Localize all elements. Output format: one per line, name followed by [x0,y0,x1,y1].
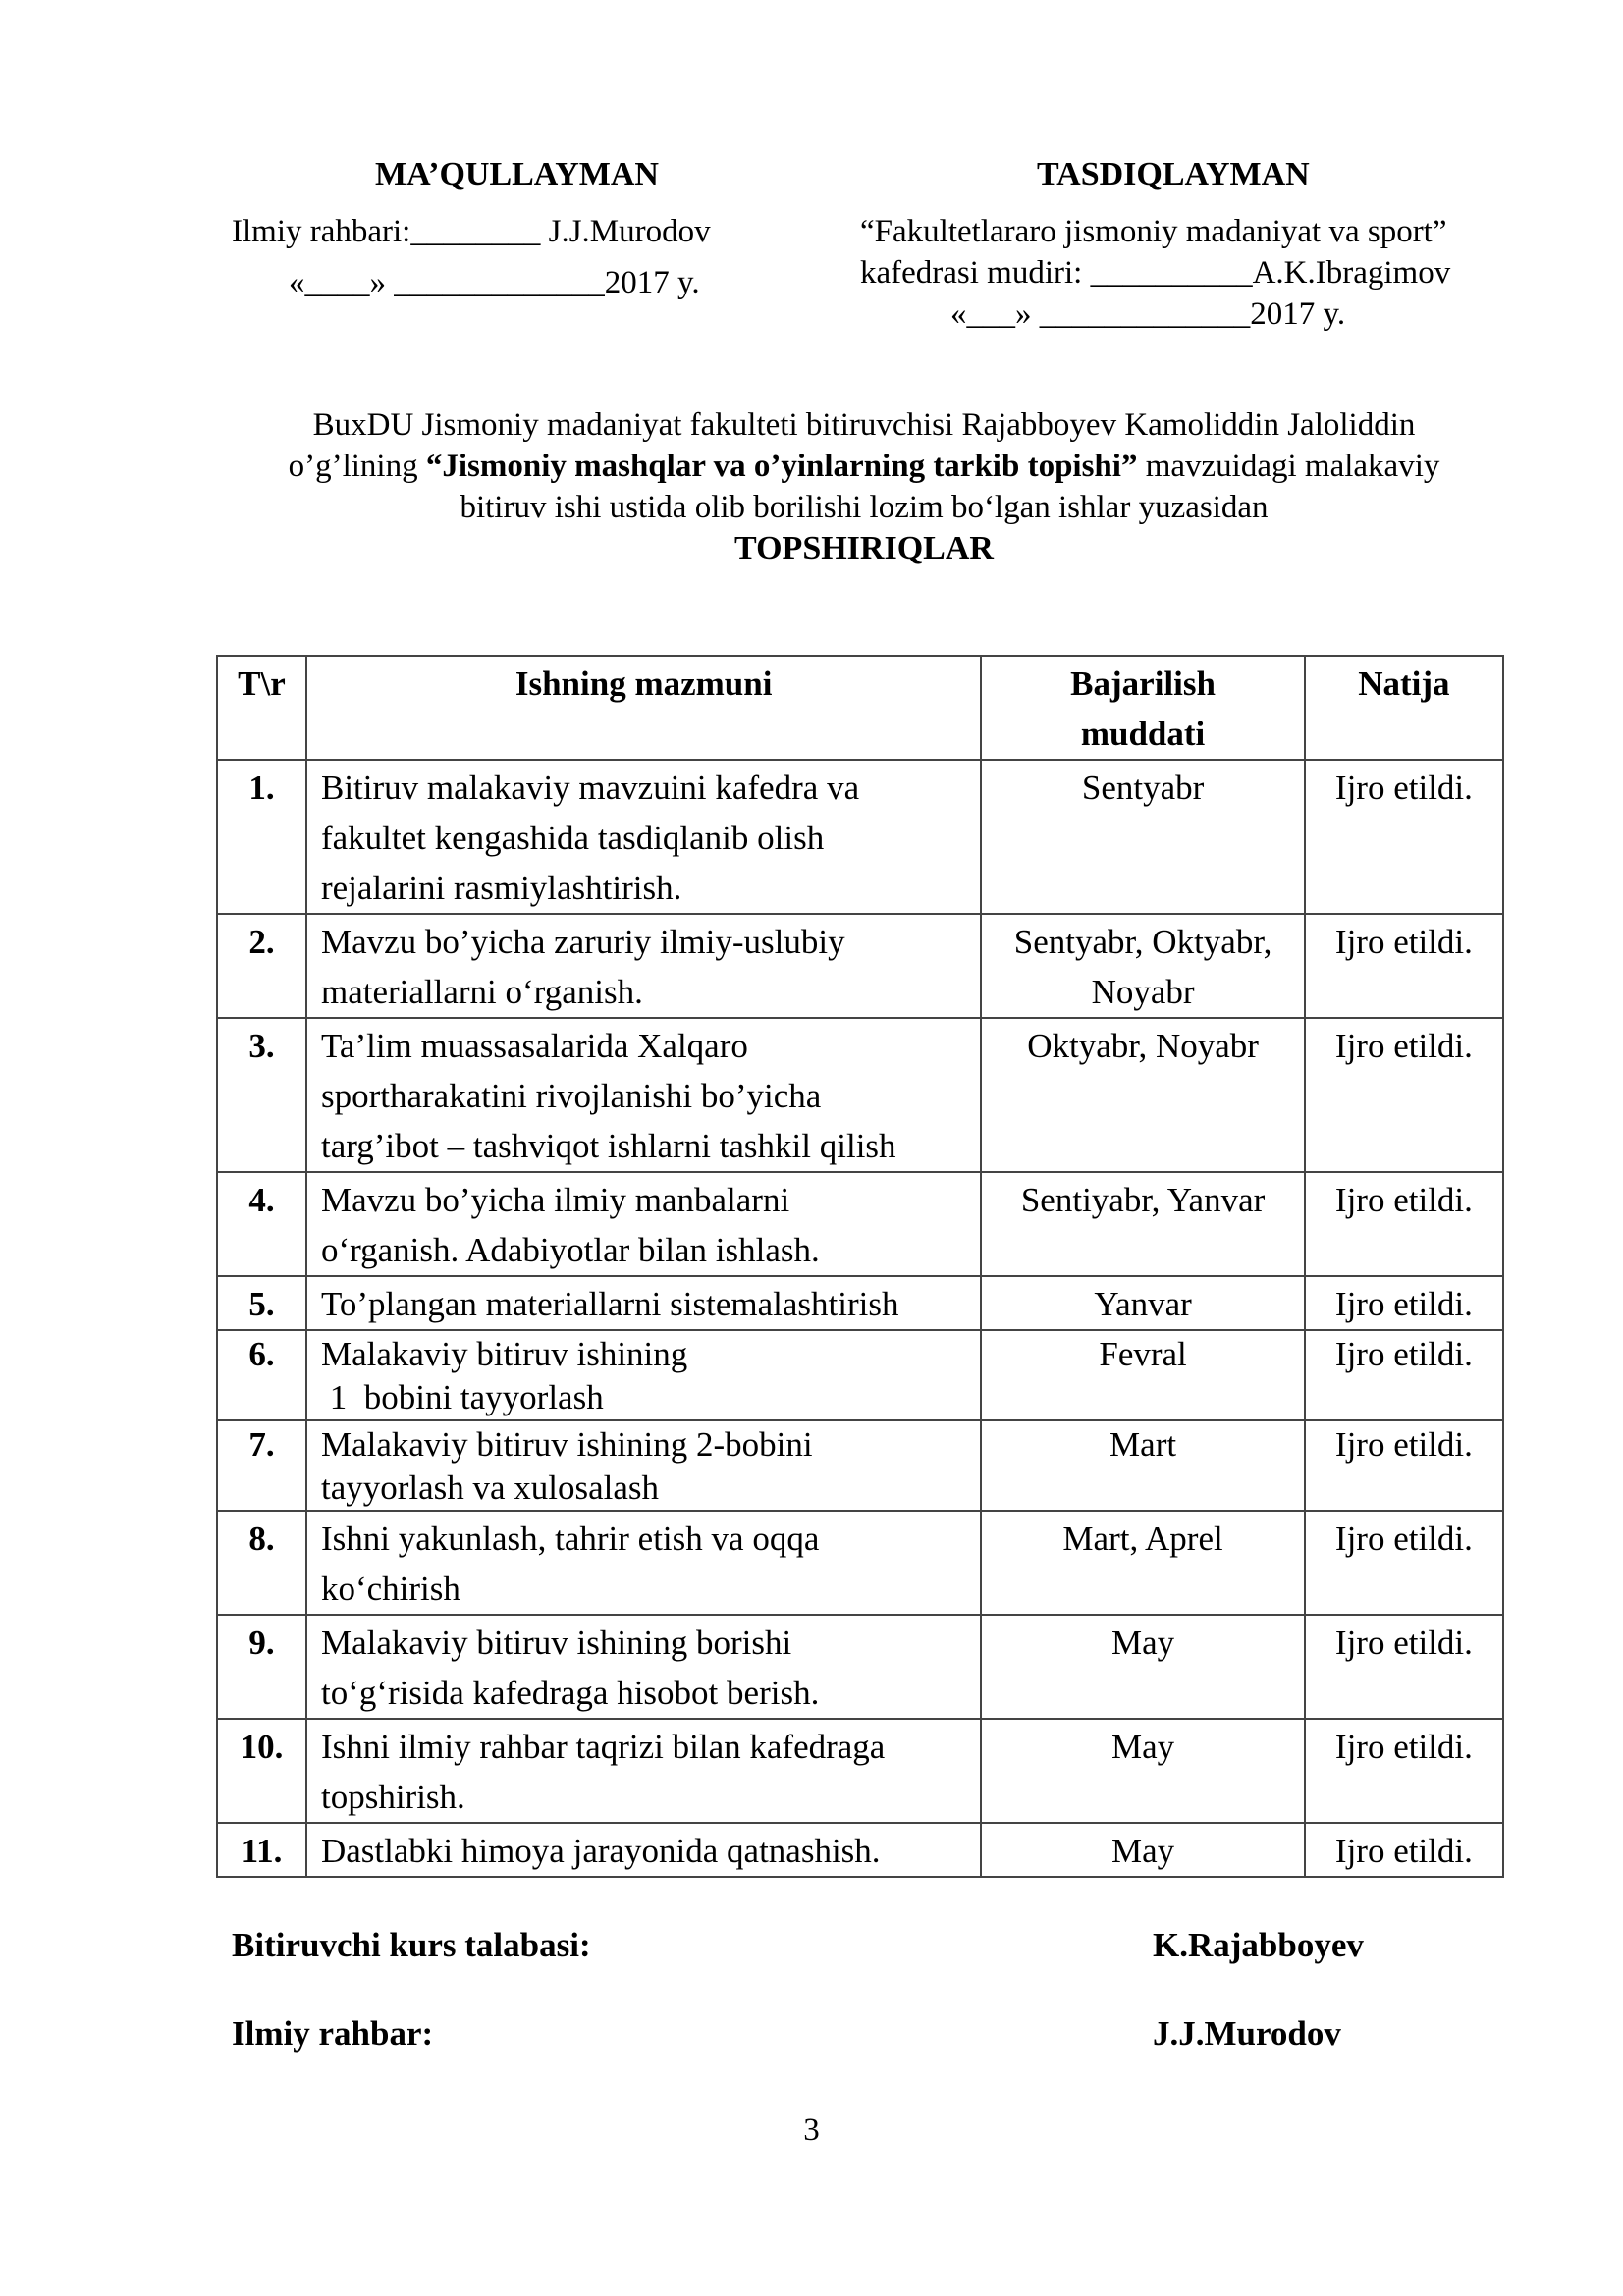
task-content-line: ko‘chirish [320,1570,460,1608]
task-content [306,1823,981,1877]
task-content-line: Dastlabki himoya jarayonida qatnashish. [320,1832,881,1870]
row-number: 11. [217,1823,306,1877]
task-content-line: Ishni ilmiy rahbar taqrizi bilan kafedraga [320,1728,886,1766]
intro-line-1: BuxDU Jismoniy madaniyat fakulteti bitiruvchisi Rajabboyev Kamoliddin Jaloliddin [312,407,1416,443]
task-content [306,1615,981,1719]
task-deadline-line: Fevral [1099,1335,1187,1373]
task-deadline-line: Mart [1109,1425,1177,1464]
table-row [217,760,1503,914]
task-content-line: tayyorlash va xulosalash [320,1468,660,1507]
tasks-table [216,655,1504,1878]
row-number: 9. [217,1615,306,1719]
task-content [306,1511,981,1615]
row-number: 10. [217,1719,306,1823]
task-content [306,1276,981,1330]
task-content-line: Malakaviy bitiruv ishining 2-bobini [320,1425,813,1464]
task-deadline-line: Oktyabr, Noyabr [1027,1027,1259,1065]
task-content-line: Malakaviy bitiruv ishining [320,1335,688,1373]
table-row [217,1420,1503,1511]
task-content [306,1330,981,1420]
table-row [217,1719,1503,1823]
task-content [306,1172,981,1276]
row-number: 4. [217,1172,306,1276]
table-row [217,914,1503,1018]
task-deadline [981,1615,1305,1719]
task-result: Ijro etildi. [1305,760,1503,914]
row-number: 6. [217,1330,306,1420]
task-result: Ijro etildi. [1305,1172,1503,1276]
header-deadline-line-1: Bajarilish [1070,665,1216,703]
task-content-line: o‘rganish. Adabiyotlar bilan ishlash. [320,1231,820,1269]
task-content [306,1420,981,1511]
table-row [217,1172,1503,1276]
task-result: Ijro etildi. [1305,1615,1503,1719]
task-deadline [981,1511,1305,1615]
document-title: TOPSHIRIQLAR [734,530,994,566]
table-header-row [217,656,1503,760]
task-content-line: topshirish. [320,1778,465,1816]
task-content-line: fakultet kengashida tasdiqlanib olish [320,819,825,857]
approval-block-left [232,152,821,303]
task-content [306,914,981,1018]
task-deadline-line: Mart, Aprel [1062,1520,1223,1558]
row-number: 5. [217,1276,306,1330]
task-result: Ijro etildi. [1305,1719,1503,1823]
approval-title-right: TASDIQLAYMAN [1037,156,1310,192]
task-deadline [981,760,1305,914]
task-content-line: Ta’lim muassasalarida Xalqaro [320,1027,748,1065]
task-content-line: Bitiruv malakaviy mavzuini kafedra va [320,769,860,807]
row-number: 1. [217,760,306,914]
task-result: Ijro etildi. [1305,1420,1503,1511]
task-content-line: to‘g‘risida kafedraga hisobot berish. [320,1674,820,1712]
approval-block-right [860,152,1528,335]
student-label: Bitiruvchi kurs talabasi: [232,1926,591,1964]
task-deadline [981,914,1305,1018]
header-content: Ishning mazmuni [306,656,981,760]
advisor-signature-line: Ilmiy rahbari:________ J.J.Murodov [232,214,711,249]
intro-line-2-prefix: o’g’lining [288,449,426,484]
task-content-line: materiallarni o‘rganish. [320,973,643,1011]
advisor-name: J.J.Murodov [1153,2014,1341,2053]
row-number: 7. [217,1420,306,1511]
table-row [217,1823,1503,1877]
table-row [217,1511,1503,1615]
task-content [306,760,981,914]
row-number: 8. [217,1511,306,1615]
thesis-topic: “Jismoniy mashqlar va o’yinlarning tarkib topishi” [425,449,1138,484]
table-row [217,1330,1503,1420]
task-content-line: Mavzu bo’yicha ilmiy manbalarni [320,1181,790,1219]
task-content-line: rejalarini rasmiylashtirish. [320,869,682,907]
task-content-line: Mavzu bo’yicha zaruriy ilmiy-uslubiy [320,923,845,961]
task-deadline [981,1420,1305,1511]
task-content [306,1719,981,1823]
header-deadline [981,656,1305,760]
task-deadline-line: Sentiyabr, Yanvar [1020,1181,1266,1219]
task-deadline-line: Sentyabr [1081,769,1205,807]
task-deadline-line: Yanvar [1094,1285,1192,1323]
approval-title-left: MA’QULLAYMAN [375,156,659,192]
task-deadline-line: Sentyabr, Oktyabr, [1013,923,1272,961]
intro-line-2 [157,446,1571,487]
task-content-line: To’plangan materiallarni sistemalashtirish [320,1285,899,1323]
task-result: Ijro etildi. [1305,1511,1503,1615]
task-content-line: sportharakatini rivojlanishi bo’yicha [320,1077,822,1115]
row-number: 2. [217,914,306,1018]
header-result: Natija [1305,656,1503,760]
table-row [217,1615,1503,1719]
task-deadline [981,1018,1305,1172]
task-deadline [981,1719,1305,1823]
approval-date-left: «____» _____________2017 y. [289,265,700,300]
advisor-label: Ilmiy rahbar: [232,2014,434,2053]
task-content-line: Ishni yakunlash, tahrir etish va oqqa [320,1520,820,1558]
task-result: Ijro etildi. [1305,1276,1503,1330]
task-deadline [981,1330,1305,1420]
task-content [306,1018,981,1172]
task-result: Ijro etildi. [1305,1330,1503,1420]
student-name: K.Rajabboyev [1153,1926,1364,1964]
task-deadline-line: May [1110,1728,1175,1766]
intro-line-3: bitiruv ishi ustida olib borilishi lozim bo‘lgan ishlar yuzasidan [460,490,1269,525]
task-content-line: Malakaviy bitiruv ishining borishi [320,1624,792,1662]
task-result: Ijro etildi. [1305,1018,1503,1172]
task-result: Ijro etildi. [1305,914,1503,1018]
task-deadline [981,1823,1305,1877]
task-result: Ijro etildi. [1305,1823,1503,1877]
department-name: “Fakultetlararo jismoniy madaniyat va sport” [860,214,1447,249]
task-content-line: targ’ibot – tashviqot ishlarni tashkil qilish [320,1127,896,1165]
task-deadline [981,1276,1305,1330]
task-content-line: 1 bobini tayyorlash [320,1378,604,1416]
task-deadline [981,1172,1305,1276]
approval-date-right: «___» _____________2017 y. [950,296,1346,332]
table-row [217,1276,1503,1330]
row-number: 3. [217,1018,306,1172]
header-deadline-line-2: muddati [1080,715,1206,753]
header-num: T\r [217,656,306,760]
intro-paragraph [157,404,1571,569]
department-head-line: kafedrasi mudiri: __________A.K.Ibragimov [860,255,1451,291]
task-deadline-line: Noyabr [1091,973,1195,1011]
table-row [217,1018,1503,1172]
page-number: 3 [803,2112,820,2148]
intro-line-2-suffix: mavzuidagi malakaviy [1137,449,1440,484]
task-deadline-line: May [1110,1624,1175,1662]
task-deadline-line: May [1110,1832,1175,1870]
